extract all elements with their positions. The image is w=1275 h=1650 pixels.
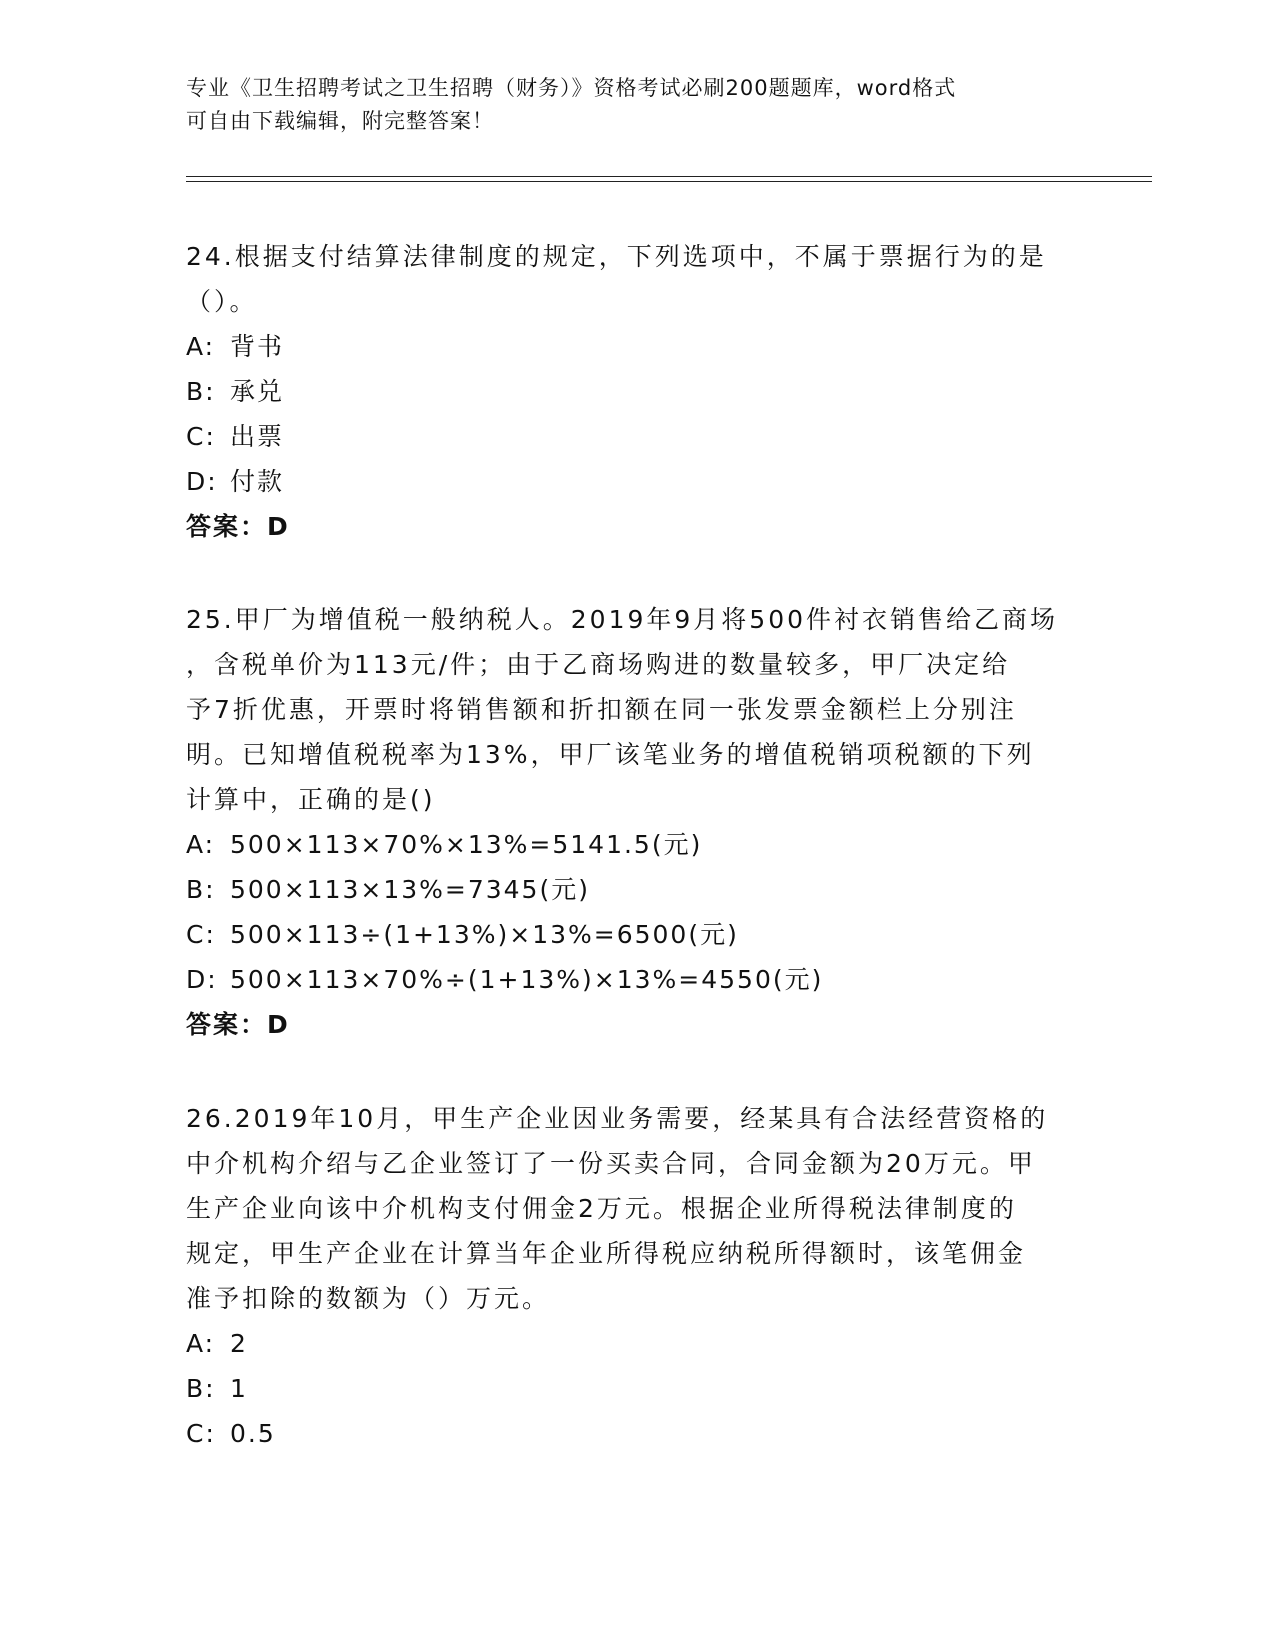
option-b	[186, 1366, 1086, 1411]
option-text: 背书	[230, 332, 285, 361]
question-text-line: 计算中，正确的是()	[186, 785, 436, 814]
question-text-line: 24.根据支付结算法律制度的规定，下列选项中，不属于票据行为的是	[186, 242, 1047, 271]
option-key: D:	[186, 965, 218, 994]
option-text: 0.5	[230, 1419, 276, 1448]
option-a	[186, 822, 1086, 867]
option-key: B:	[186, 1374, 216, 1403]
question-text-line: （）。	[186, 287, 258, 316]
answer-line: 答案：D	[186, 512, 290, 541]
option-text: 承兑	[230, 377, 285, 406]
question-text-line: 规定，甲生产企业在计算当年企业所得税应纳税所得额时，该笔佣金	[186, 1239, 1027, 1268]
option-c	[186, 1411, 1086, 1456]
option-text: 500×113×70%÷(1+13%)×13%=4550(元)	[230, 965, 824, 994]
question-text-line: 25.甲厂为增值税一般纳税人。2019年9月将500件衬衣销售给乙商场	[186, 605, 1059, 634]
option-key: A:	[186, 332, 216, 361]
question-text-line: 予7折优惠，开票时将销售额和折扣额在同一张发票金额栏上分别注	[186, 695, 1017, 724]
option-key: B:	[186, 875, 216, 904]
question-text-line: 26.2019年10月，甲生产企业因业务需要，经某具有合法经营资格的	[186, 1104, 1049, 1133]
question-text-line: 生产企业向该中介机构支付佣金2万元。根据企业所得税法律制度的	[186, 1194, 1017, 1223]
answer-line: 答案：D	[186, 1010, 290, 1039]
option-d	[186, 459, 1086, 504]
option-text: 1	[230, 1374, 248, 1403]
option-key: C:	[186, 422, 216, 451]
question-26	[186, 1096, 1086, 1456]
option-b	[186, 867, 1086, 912]
option-a	[186, 1321, 1086, 1366]
header-divider-bottom	[186, 181, 1152, 182]
header-line-2: 可自由下载编辑，附完整答案！	[186, 109, 494, 133]
document-header	[186, 72, 1086, 138]
option-text: 出票	[230, 422, 285, 451]
question-25	[186, 597, 1086, 1047]
option-key: A:	[186, 830, 216, 859]
option-text: 500×113×70%×13%=5141.5(元)	[230, 830, 703, 859]
question-24	[186, 234, 1086, 549]
option-b	[186, 369, 1086, 414]
option-key: C:	[186, 1419, 216, 1448]
question-text-line: 明。已知增值税税率为13%，甲厂该笔业务的增值税销项税额的下列	[186, 740, 1035, 769]
header-line-1: 专业《卫生招聘考试之卫生招聘（财务）》资格考试必刷200题题库，word格式	[186, 76, 957, 100]
option-a	[186, 324, 1086, 369]
option-text: 500×113÷(1+13%)×13%=6500(元)	[230, 920, 739, 949]
option-text: 付款	[230, 467, 285, 496]
option-c	[186, 414, 1086, 459]
option-c	[186, 912, 1086, 957]
question-text-line: 准予扣除的数额为（）万元。	[186, 1284, 551, 1313]
option-text: 500×113×13%=7345(元)	[230, 875, 590, 904]
option-key: B:	[186, 377, 216, 406]
question-text-line: 中介机构介绍与乙企业签订了一份买卖合同，合同金额为20万元。甲	[186, 1149, 1036, 1178]
question-text-line: ，含税单价为113元/件；由于乙商场购进的数量较多，甲厂决定给	[186, 650, 1011, 679]
header-divider-top	[186, 176, 1152, 177]
option-d	[186, 957, 1086, 1002]
option-key: D:	[186, 467, 218, 496]
option-key: A:	[186, 1329, 216, 1358]
option-text: 2	[230, 1329, 248, 1358]
option-key: C:	[186, 920, 216, 949]
